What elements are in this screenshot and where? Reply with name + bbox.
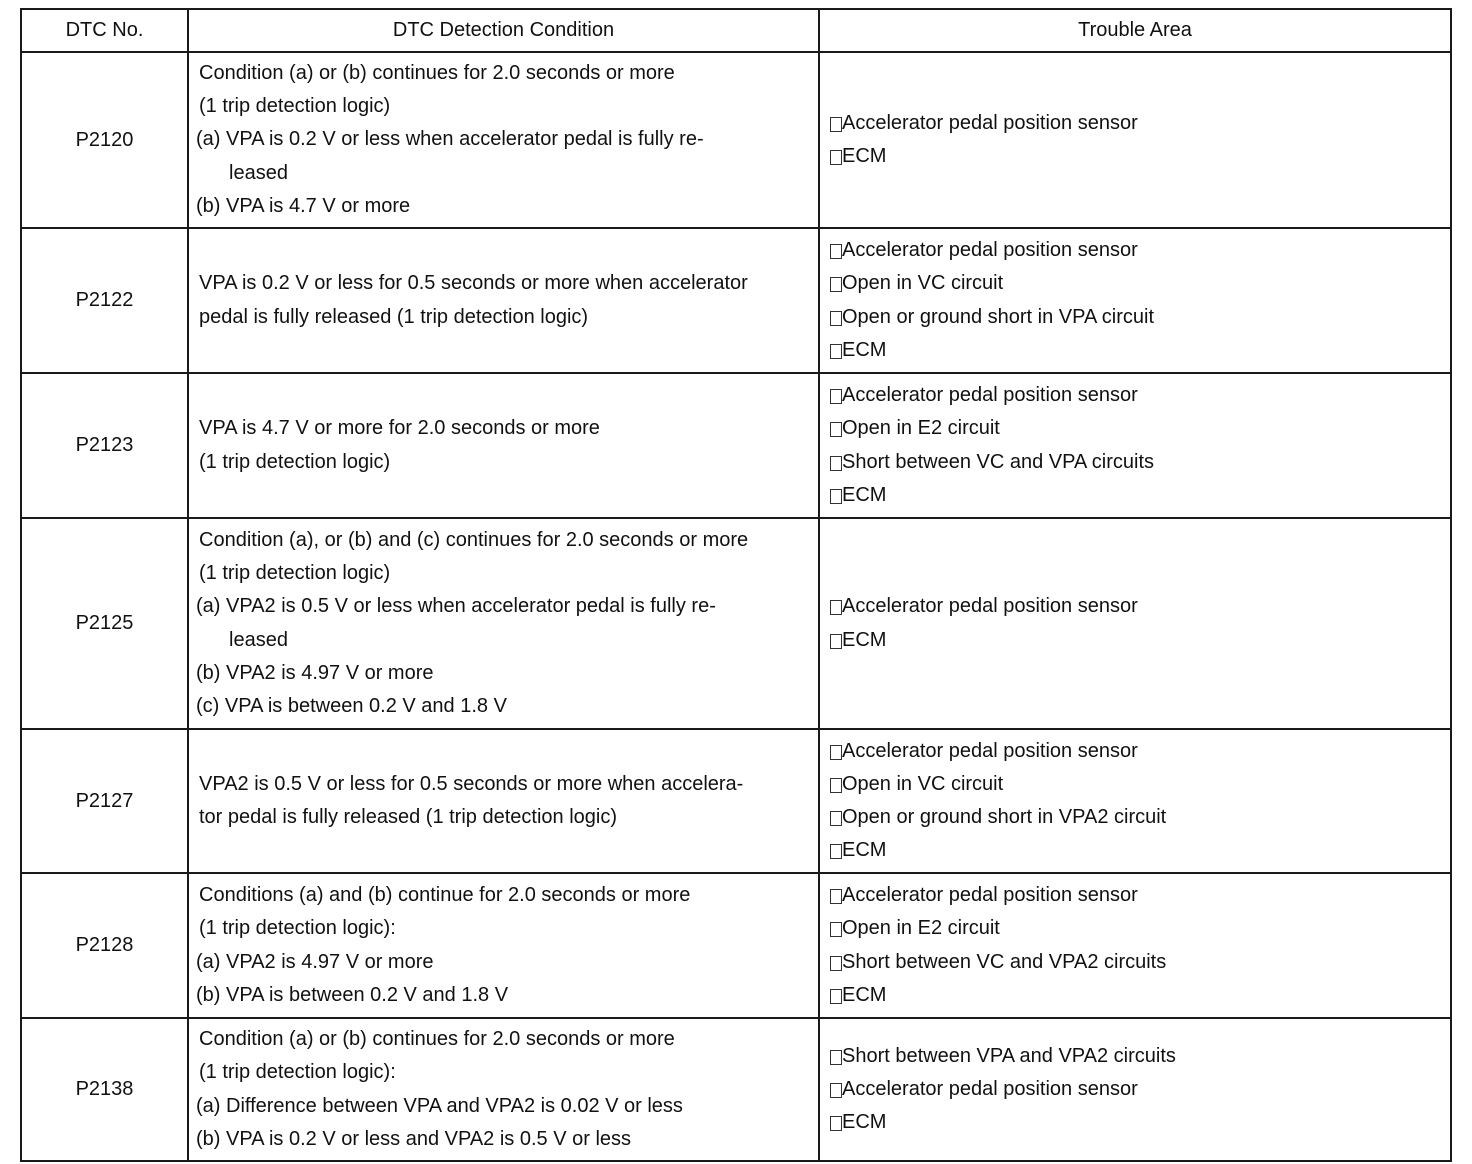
trouble-item — [820, 107, 1450, 140]
trouble-item-label: Open in E2 circuit — [842, 917, 1000, 940]
table-row — [21, 1018, 1451, 1161]
checkbox-square-icon — [830, 422, 842, 437]
checkbox-square-icon — [830, 344, 842, 359]
trouble-item-label: Accelerator pedal position sensor — [842, 884, 1138, 907]
checkbox-square-icon — [830, 1083, 842, 1098]
condition-line: (b) VPA is 4.7 V or more — [196, 194, 411, 217]
header-trouble-area: Trouble Area — [819, 9, 1451, 52]
condition-line: Condition (a), or (b) and (c) continues for 2.0 seconds or more — [199, 528, 749, 551]
trouble-item-label: Open in E2 circuit — [842, 417, 1000, 440]
table-row — [21, 518, 1451, 729]
trouble-item — [820, 624, 1450, 657]
condition-line: Conditions (a) and (b) continue for 2.0 seconds or more — [199, 884, 691, 907]
trouble-item-label: Short between VPA and VPA2 circuits — [842, 1044, 1176, 1067]
checkbox-square-icon — [830, 150, 842, 165]
checkbox-square-icon — [830, 634, 842, 649]
condition-line: (1 trip detection logic): — [199, 917, 396, 940]
trouble-item-label: Short between VC and VPA circuits — [842, 450, 1155, 473]
trouble-item — [820, 590, 1450, 623]
condition-line: Condition (a) or (b) continues for 2.0 seconds or more — [199, 62, 675, 85]
condition-line: (a) Difference between VPA and VPA2 is 0.02 V or less — [196, 1094, 683, 1117]
trouble-item-label: Accelerator pedal position sensor — [842, 739, 1138, 762]
trouble-item — [820, 267, 1450, 300]
condition-line: leased — [229, 628, 288, 651]
checkbox-square-icon — [830, 1116, 842, 1131]
trouble-item — [820, 801, 1450, 834]
detection-condition — [188, 873, 819, 1018]
checkbox-square-icon — [830, 1050, 842, 1065]
checkbox-square-icon — [830, 489, 842, 504]
dtc-code: P2127 — [21, 729, 188, 873]
trouble-area — [819, 1018, 1451, 1161]
detection-condition — [188, 518, 819, 729]
checkbox-square-icon — [830, 389, 842, 404]
checkbox-square-icon — [830, 600, 842, 615]
trouble-item — [820, 834, 1450, 867]
trouble-item — [820, 301, 1450, 334]
trouble-item — [820, 479, 1450, 512]
dtc-code: P2123 — [21, 373, 188, 518]
trouble-item — [820, 768, 1450, 801]
trouble-area — [819, 873, 1451, 1018]
condition-line: (b) VPA2 is 4.97 V or more — [196, 661, 434, 684]
checkbox-square-icon — [830, 456, 842, 471]
condition-line: (b) VPA is between 0.2 V and 1.8 V — [196, 983, 509, 1006]
trouble-item-label: Accelerator pedal position sensor — [842, 384, 1138, 407]
trouble-item — [820, 735, 1450, 768]
detection-condition — [188, 228, 819, 373]
table-row — [21, 873, 1451, 1018]
trouble-item-label: ECM — [842, 145, 887, 167]
table-row — [21, 729, 1451, 873]
trouble-item — [820, 879, 1450, 912]
checkbox-square-icon — [830, 277, 842, 292]
dtc-code: P2138 — [21, 1018, 188, 1161]
trouble-item — [820, 1106, 1450, 1139]
condition-line: (a) VPA2 is 0.5 V or less when accelerator pedal is fully re- — [196, 595, 716, 618]
checkbox-square-icon — [830, 117, 842, 132]
trouble-item — [820, 946, 1450, 979]
checkbox-square-icon — [830, 778, 842, 793]
checkbox-square-icon — [830, 889, 842, 904]
header-detection-condition: DTC Detection Condition — [188, 9, 819, 52]
table-row — [21, 228, 1451, 373]
checkbox-square-icon — [830, 244, 842, 259]
condition-line: (1 trip detection logic) — [199, 562, 391, 585]
condition-line: (a) VPA2 is 4.97 V or more — [196, 950, 434, 973]
condition-line: (1 trip detection logic): — [199, 1061, 396, 1084]
condition-line: VPA is 4.7 V or more for 2.0 seconds or more — [199, 417, 600, 440]
trouble-item-label: Accelerator pedal position sensor — [842, 111, 1138, 134]
trouble-item-label: Open or ground short in VPA circuit — [842, 305, 1155, 328]
condition-line: leased — [229, 161, 288, 184]
condition-line: (c) VPA is between 0.2 V and 1.8 V — [196, 694, 507, 717]
trouble-area — [819, 518, 1451, 729]
trouble-item — [820, 446, 1450, 479]
detection-condition — [188, 729, 819, 873]
checkbox-square-icon — [830, 989, 842, 1004]
trouble-item-label: Accelerator pedal position sensor — [842, 1077, 1138, 1100]
table-row — [21, 373, 1451, 518]
detection-condition — [188, 1018, 819, 1161]
trouble-area — [819, 729, 1451, 873]
trouble-item-label: Accelerator pedal position sensor — [842, 595, 1138, 618]
trouble-area — [819, 52, 1451, 228]
trouble-item — [820, 334, 1450, 367]
dtc-code: P2128 — [21, 873, 188, 1018]
checkbox-square-icon — [830, 844, 842, 859]
checkbox-square-icon — [830, 811, 842, 826]
trouble-item — [820, 1073, 1450, 1106]
trouble-item — [820, 1040, 1450, 1073]
condition-line: (1 trip detection logic) — [199, 95, 391, 118]
trouble-item-label: Open or ground short in VPA2 circuit — [842, 806, 1167, 828]
trouble-item-label: ECM — [842, 338, 887, 361]
trouble-item-label: ECM — [842, 628, 887, 651]
trouble-item — [820, 234, 1450, 267]
trouble-item-label: Open in VC circuit — [842, 272, 1004, 295]
detection-condition — [188, 52, 819, 228]
trouble-item-label: ECM — [842, 983, 887, 1006]
trouble-item-label: ECM — [842, 483, 887, 506]
checkbox-square-icon — [830, 745, 842, 760]
checkbox-square-icon — [830, 922, 842, 937]
condition-line: Condition (a) or (b) continues for 2.0 seconds or more — [199, 1028, 675, 1051]
trouble-item — [820, 412, 1450, 445]
trouble-item-label: Accelerator pedal position sensor — [842, 239, 1138, 262]
header-row — [21, 9, 1451, 52]
condition-line: (a) VPA is 0.2 V or less when accelerator pedal is fully re- — [196, 128, 704, 151]
table-row — [21, 52, 1451, 228]
trouble-area — [819, 228, 1451, 373]
dtc-table — [20, 8, 1452, 1162]
trouble-item — [820, 979, 1450, 1012]
condition-line: tor pedal is fully released (1 trip detection logic) — [199, 806, 617, 828]
trouble-area — [819, 373, 1451, 518]
header-dtc-no: DTC No. — [21, 9, 188, 52]
trouble-item-label: ECM — [842, 839, 887, 862]
trouble-item — [820, 379, 1450, 412]
dtc-code: P2125 — [21, 518, 188, 729]
condition-line: (b) VPA is 0.2 V or less and VPA2 is 0.5 V or less — [196, 1127, 632, 1150]
condition-line: (1 trip detection logic) — [199, 450, 391, 473]
trouble-item — [820, 912, 1450, 945]
trouble-item-label: Open in VC circuit — [842, 772, 1004, 795]
condition-line: VPA is 0.2 V or less for 0.5 seconds or more when accelerator — [199, 272, 748, 295]
detection-condition — [188, 373, 819, 518]
trouble-item-label: ECM — [842, 1111, 887, 1134]
dtc-code: P2120 — [21, 52, 188, 228]
checkbox-square-icon — [830, 956, 842, 971]
checkbox-square-icon — [830, 311, 842, 326]
condition-line: pedal is fully released (1 trip detection logic) — [199, 305, 589, 328]
trouble-item — [820, 140, 1450, 173]
dtc-code: P2122 — [21, 228, 188, 373]
condition-line: VPA2 is 0.5 V or less for 0.5 seconds or more when accelera- — [199, 772, 744, 795]
trouble-item-label: Short between VC and VPA2 circuits — [842, 950, 1167, 973]
